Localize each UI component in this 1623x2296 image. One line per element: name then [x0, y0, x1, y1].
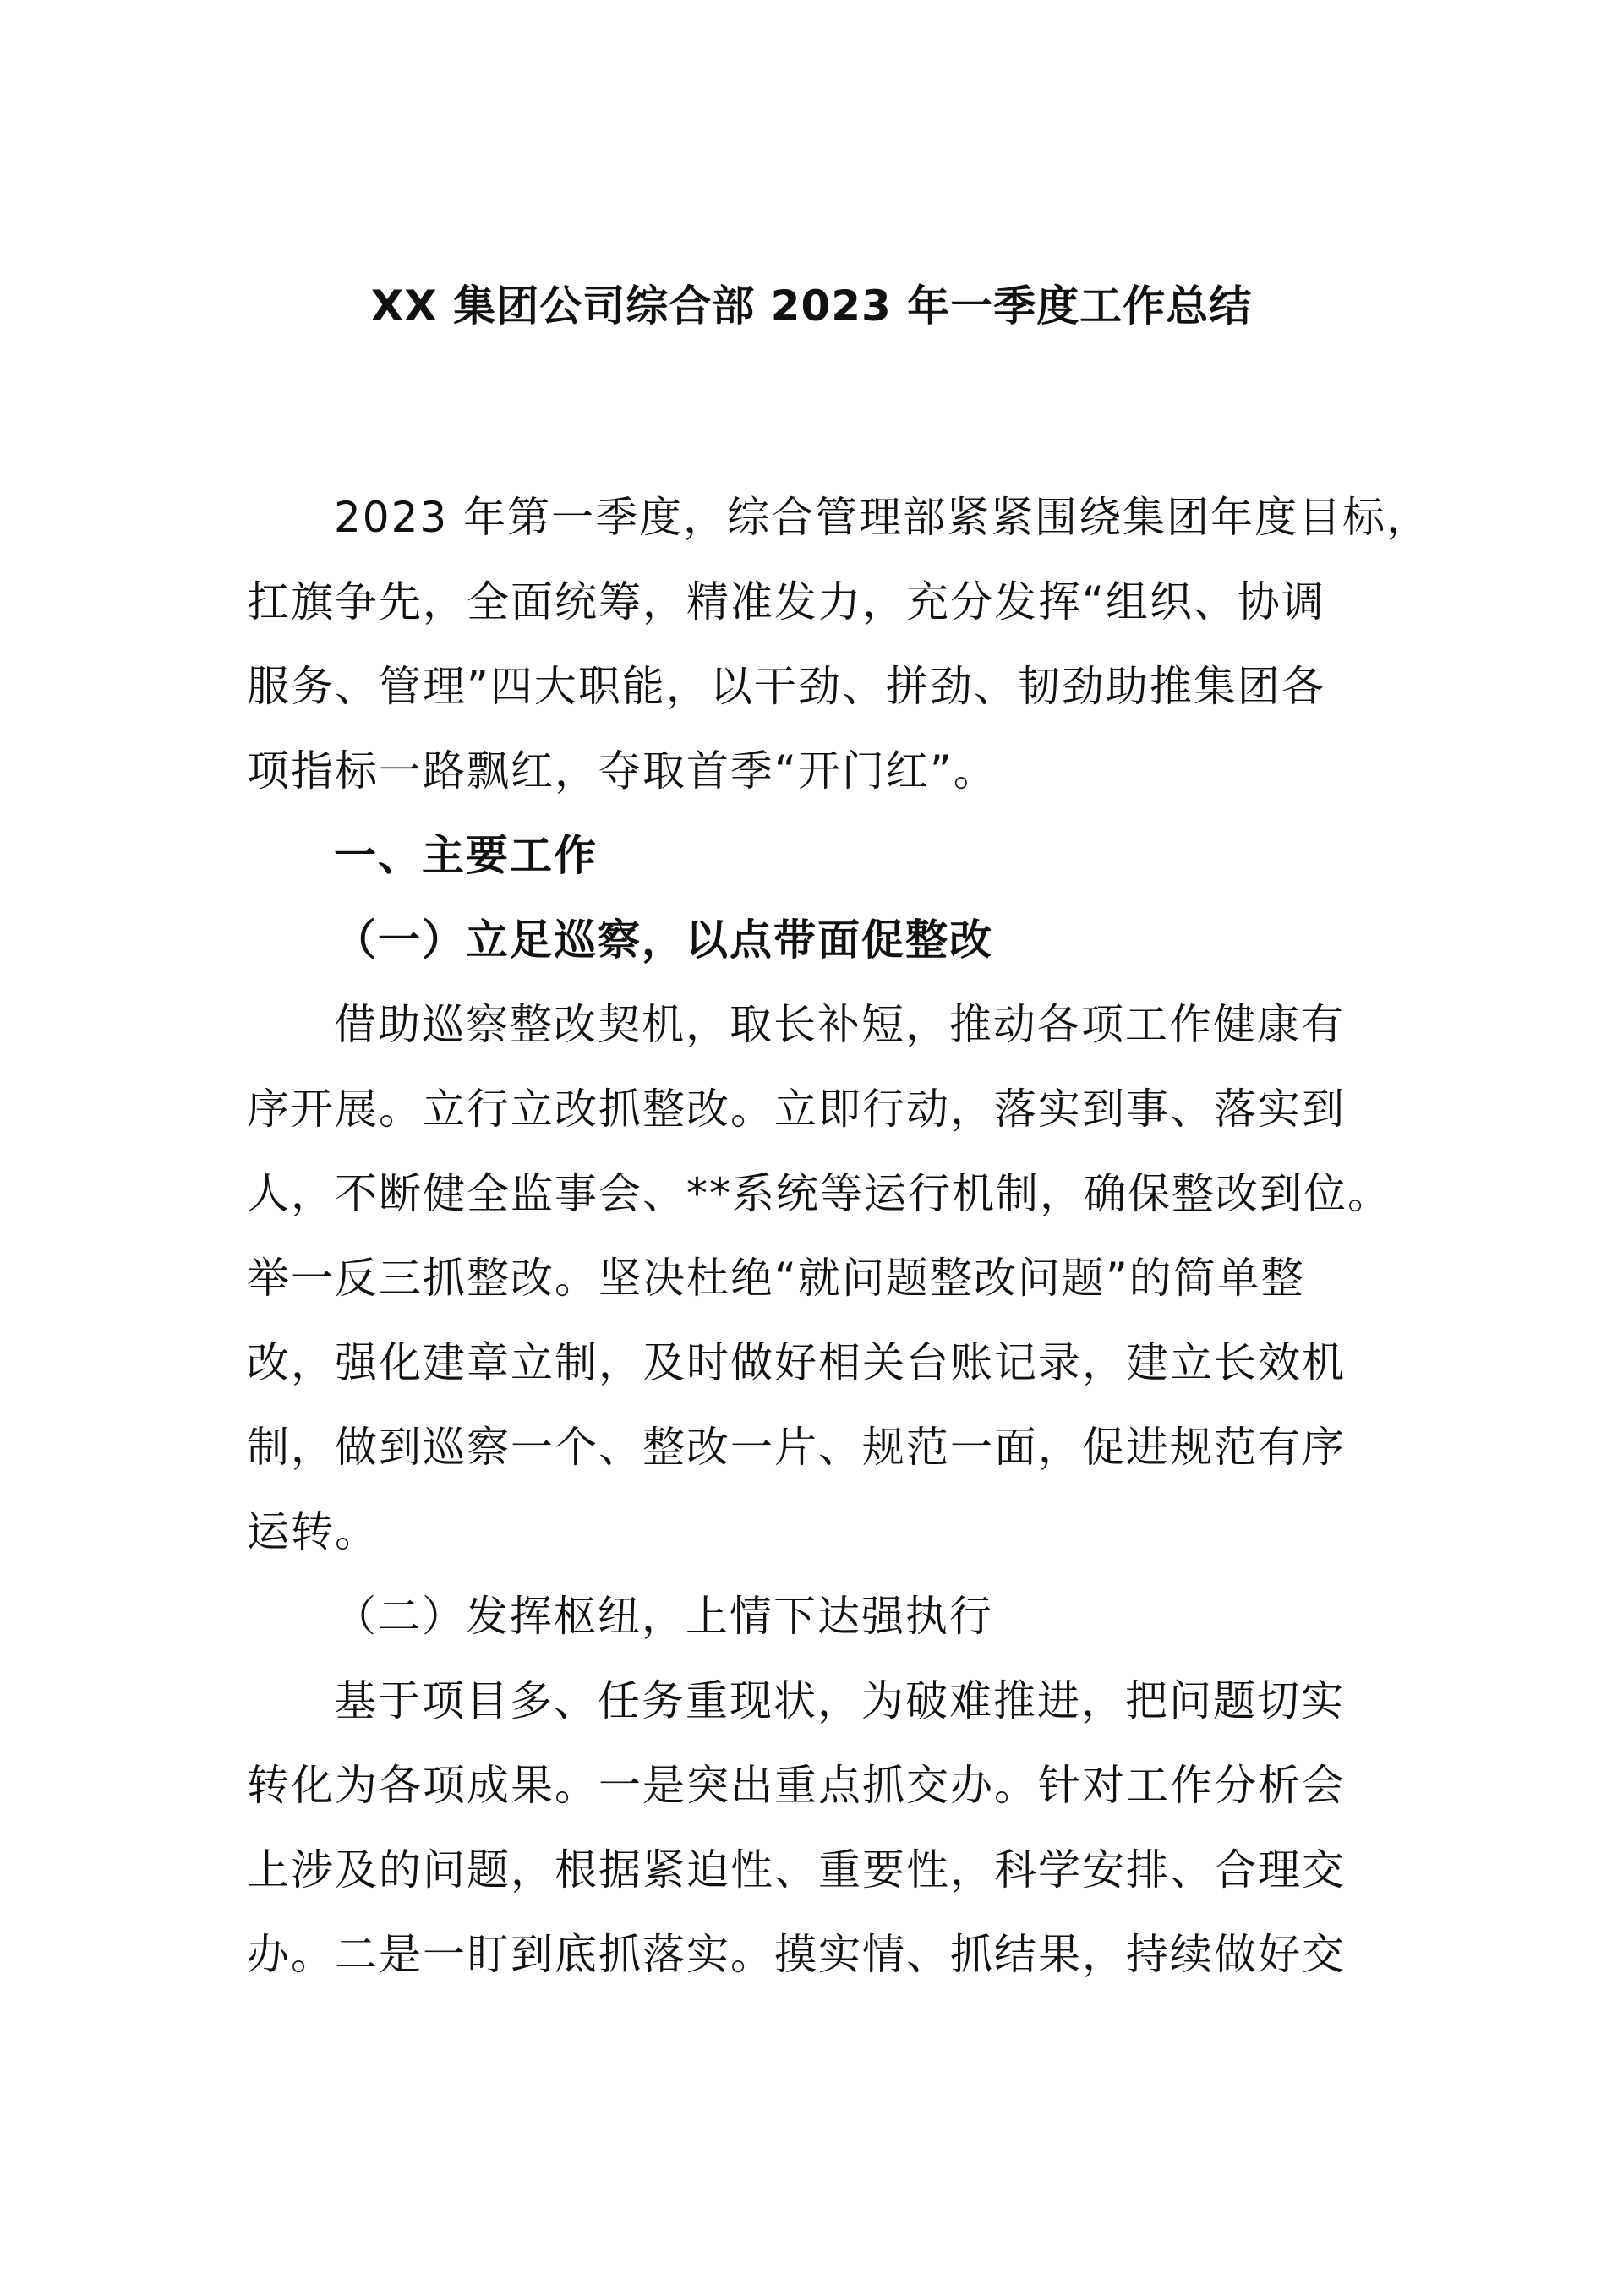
- body-line-1: 2023 年第一季度，综合管理部紧紧围绕集团年度目标，: [334, 493, 1431, 542]
- body-line-10: 举一反三抓整改。坚决杜绝“就问题整改问题”的简单整: [247, 1254, 1305, 1303]
- subsection-heading-2: （二）发挥枢纽，上情下达强执行: [334, 1592, 993, 1641]
- body-line-13: 运转。: [247, 1507, 379, 1556]
- body-line-7: 借助巡察整改契机，取长补短，推动各项工作健康有: [334, 1000, 1345, 1049]
- body-line-15: 基于项目多、任务重现状，为破难推进，把问题切实: [334, 1676, 1345, 1725]
- body-line-12: 制，做到巡察一个、整改一片、规范一面，促进规范有序: [247, 1423, 1346, 1472]
- body-line-8: 序开展。立行立改抓整改。立即行动，落实到事、落实到: [247, 1085, 1346, 1134]
- body-line-17: 上涉及的问题，根据紧迫性、重要性，科学安排、合理交: [247, 1845, 1346, 1894]
- body-line-16: 转化为各项成果。一是突出重点抓交办。针对工作分析会: [247, 1761, 1346, 1810]
- subsection-heading-1: （一）立足巡察，以点带面促整改: [334, 916, 993, 965]
- section-heading-1: 一、主要工作: [334, 831, 598, 880]
- body-line-2: 扛旗争先，全面统筹，精准发力，充分发挥“组织、协调: [247, 577, 1325, 626]
- body-line-3: 服务、管理”四大职能，以干劲、拼劲、韧劲助推集团各: [247, 662, 1325, 711]
- body-line-4: 项指标一路飘红，夺取首季“开门红”。: [247, 746, 997, 795]
- body-line-18: 办。二是一盯到底抓落实。摸实情、抓结果，持续做好交: [247, 1930, 1346, 1979]
- body-line-11: 改，强化建章立制，及时做好相关台账记录，建立长效机: [247, 1338, 1346, 1387]
- document-title: XX 集团公司综合部 2023 年一季度工作总结: [370, 282, 1253, 331]
- body-line-9: 人，不断健全监事会、**系统等运行机制，确保整改到位。: [247, 1169, 1391, 1218]
